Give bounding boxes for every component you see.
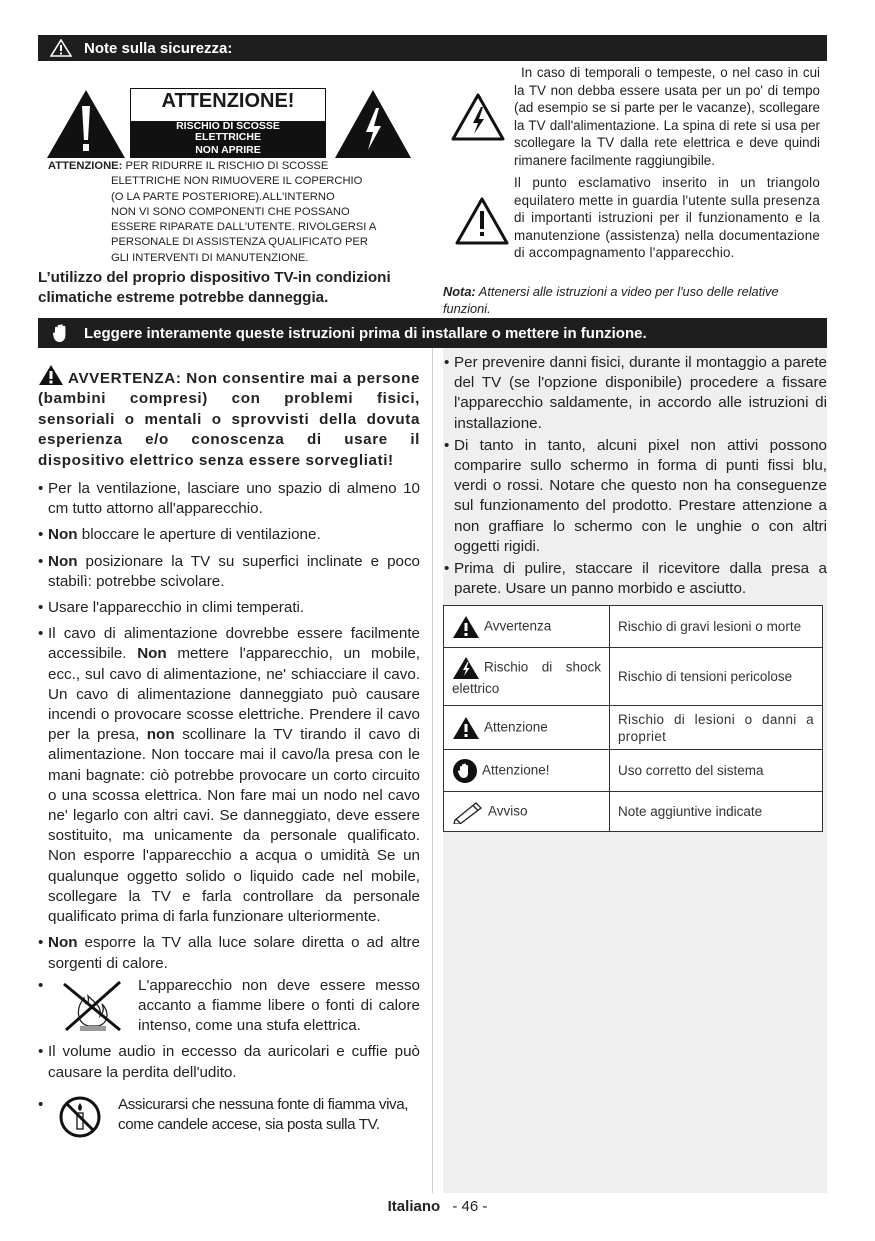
- flames-text: • L'apparecchio non deve essere messo accanto a fiamme libere o fonti di calore intenso, come una stufa elettrica.: [138, 976, 420, 1035]
- openings-bold: Non: [48, 526, 78, 544]
- symbol-label: Attenzione!: [482, 762, 550, 778]
- list-item-ventilation: [38, 479, 420, 519]
- exclamation-text: Il punto esclamativo inserito in un triangolo equilatero mette in guardia l'utente sulla presenza di importanti istruzioni per il funzionamento e la manutenzione (assistenza) nella documentazione di accompagnamento l'apparecchio.: [514, 175, 820, 261]
- list-item-climate: [38, 598, 420, 618]
- no-fire-icon: [58, 976, 128, 1034]
- symbol-label: Rischio di shock elettrico: [452, 659, 601, 696]
- instructions-header-bar: [38, 318, 827, 348]
- lightning-outline-icon: [450, 92, 506, 142]
- symbols-table: [443, 605, 823, 832]
- lightning-triangle-icon: [452, 656, 480, 680]
- openings-text: bloccare le aperture di ventilazione.: [77, 526, 321, 544]
- warning-triangle-icon: [452, 716, 480, 740]
- cleaning-text: • Prima di pulire, staccare il ricevitore dalla presa a parete. Usare un panno morbido e asciutto.: [454, 560, 827, 598]
- symbol-desc: Rischio di gravi lesioni o morte: [610, 606, 823, 648]
- sunlight-bold: Non: [48, 934, 78, 952]
- wall-mount-text: • Per prevenire danni fisici, durante il montaggio a parete del TV (se l'opzione disponibile) procedere a fissare l'apparecchio saldamente, in accordo alle istruzioni di installazione.: [454, 354, 827, 432]
- no-candle-icon: [58, 1095, 102, 1139]
- cord-text-b: mettere l'apparecchio, un mobile, ecc., sul cavo di alimentazione, ne' schiacciare il cavo. Un cavo di alimentazione danneggiato può causare incendi o provocare scosse elettriche. Prendere il cavo per la presa,: [48, 645, 420, 744]
- list-item-cleaning: [444, 559, 827, 599]
- list-item-pixels: [444, 436, 827, 557]
- table-row: [444, 750, 823, 792]
- right-column: [444, 353, 827, 605]
- list-item-power-cord: [38, 624, 420, 927]
- symbol-desc: Uso corretto del sistema: [610, 750, 823, 792]
- attenzione-black-band: [131, 121, 325, 157]
- nota-text: [443, 283, 827, 317]
- instructions-header-title: Leggere interamente queste istruzioni prima di installare o mettere in funzione.: [84, 324, 647, 342]
- exclamation-outline-icon: [454, 196, 510, 246]
- hand-stop-icon: [46, 323, 76, 343]
- attenzione-warning-l3: NON VI SONO COMPONENTI CHE POSSANO: [111, 205, 350, 218]
- warning-triangle-icon: [38, 364, 64, 386]
- surfaces-bold: Non: [48, 552, 78, 570]
- cord-bold-1: Non: [137, 645, 167, 663]
- attenzione-title: ATTENZIONE!: [161, 90, 295, 112]
- symbol-desc: Rischio di lesioni o danni a propriet: [610, 706, 823, 750]
- attenzione-warning-l4: ESSERE RIPARATE DALL'UTENTE. RIVOLGERSI A: [111, 221, 377, 234]
- page-footer: [0, 1198, 875, 1215]
- attenzione-warning-first: PER RIDURRE IL RISCHIO DI SCOSSE: [125, 160, 329, 172]
- table-row: [444, 706, 823, 750]
- list-item-surfaces: [38, 552, 420, 592]
- attenzione-warning-l2: (O LA PARTE POSTERIORE).ALL'INTERNO: [111, 190, 335, 203]
- table-row: [444, 606, 823, 648]
- attenzione-warning-text: [48, 159, 428, 266]
- candles-text: • Assicurarsi che nessuna fonte di fiamma viva, come candele accese, sia posta sulla TV.: [118, 1095, 409, 1133]
- hand-stop-icon: [452, 758, 478, 784]
- attenzione-box: [130, 88, 326, 158]
- cord-text-c: scollinare la TV tirando il cavo di alimentazione. Non toccare mai il cavo/la presa con le mani bagnate: ciò potrebbe provocare un corto circuito o una scossa elettrica. Non fare mai un nodo nel cavo ne' legarlo con altri cavi. Se danneggiato, deve essere sostituito, ma unicamente da personale qualificato. Non esporre l'apparecchio a acqua o umidità Se un qualunque oggetto solido o liquido cade nel mobile, scollegare la TV e farla controllare da personale qualificato prima di farla funzionare ulteriormente.: [48, 726, 420, 926]
- symbol-label: Attenzione: [484, 719, 548, 735]
- nota-body: Attenersi alle istruzioni a video per l'uso delle relative funzioni.: [443, 284, 779, 316]
- nota-label: Nota:: [443, 284, 476, 299]
- footer-page-number: - 46 -: [452, 1198, 488, 1215]
- safety-header-title: Note sulla sicurezza:: [84, 39, 233, 57]
- table-row: [444, 792, 823, 832]
- avvertenza-block: [38, 364, 420, 471]
- left-column: [38, 364, 420, 1145]
- attenzione-warning-l6: GLI INTERVENTI DI MANUTENZIONE.: [111, 251, 309, 264]
- symbol-label: Avvertenza: [484, 618, 552, 634]
- safety-header-bar: [38, 35, 827, 61]
- ventilation-text: • Per la ventilazione, lasciare uno spazio di almeno 10 cm tutto attorno all'apparecchio.: [48, 480, 420, 518]
- warning-triangle-icon: [452, 615, 480, 639]
- exclamation-triangle-icon: [45, 88, 127, 160]
- climate-warning: L’utilizzo del proprio dispositivo TV-in condizioni climatiche estreme potrebbe danneggia.: [38, 269, 391, 306]
- storm-text: In caso di temporali o tempeste, o nel caso in cui la TV non debba essere usata per un po' di tempo (ad esempio se si parte per le vacanze), scollegare la TV dall'alimentazione. La spina di rete si usa per scollegare la TV dalla rete elettrica e deve quindi rimanere facilmente raggiungibile.: [514, 65, 820, 168]
- footer-language: Italiano: [387, 1198, 441, 1215]
- cord-bold-2: non: [146, 726, 175, 744]
- list-item-wall-mount: [444, 353, 827, 434]
- surfaces-text: posizionare la TV su superfici inclinate e poco stabilì: potrebbe scivolare.: [48, 552, 420, 590]
- climate-text: • Usare l'apparecchio in climi temperati.: [48, 599, 305, 617]
- attenzione-warning-l1: ELETTRICHE NON RIMUOVERE IL COPERCHIO: [111, 175, 363, 188]
- symbol-label: Avviso: [488, 803, 528, 819]
- pixels-text: • Di tanto in tanto, alcuni pixel non attivi possono comparire sullo schermo in forma di punti fissi blu, verdi o rossi. Notare che questo non ha conseguenze sul funzionamento del prodotto. Prestare attenzione a non graffiare lo schermo con le unghie o con altri oggetti rigidi.: [454, 436, 827, 555]
- pencil-note-icon: [452, 800, 484, 824]
- non-aprire: NON APRIRE: [195, 144, 261, 156]
- symbol-desc: Note aggiuntive indicate: [610, 792, 823, 832]
- avvertenza-text: AVVERTENZA: Non consentire mai a persone (bambini compresi) con problemi fisici, sensoriali o mentali o sprovvisti della dovuta esperienza e/o conoscenza di usare il dispositivo elettrico senza essere sorvegliati!: [38, 370, 420, 469]
- lightning-triangle-icon: [333, 88, 413, 160]
- list-item-openings: [38, 525, 420, 545]
- column-divider: [432, 348, 433, 1193]
- attenzione-warning-l5: PERSONALE DI ASSISTENZA QUALIFICATO PER: [111, 236, 368, 249]
- warning-triangle-icon: [46, 39, 76, 57]
- list-item-sunlight: [38, 933, 420, 973]
- volume-text: • Il volume audio in eccesso da auricolari e cuffie può causare la perdita dell'udito.: [48, 1043, 420, 1081]
- list-item-candles: [38, 1095, 420, 1139]
- table-row: [444, 648, 823, 706]
- list-item-volume: [38, 1042, 420, 1082]
- sunlight-text: esporre la TV alla luce solare diretta o ad altre sorgenti di calore.: [48, 934, 420, 972]
- rischio-line1: RISCHIO DI SCOSSE: [176, 120, 280, 132]
- attenzione-warning-label: ATTENZIONE:: [48, 160, 123, 172]
- symbol-desc: Rischio di tensioni pericolose: [610, 648, 823, 706]
- cord-text-a: Il cavo di alimentazione dovrebbe essere facilmente accessibile.: [48, 625, 420, 663]
- rischio-line2: ELETTRICHE: [195, 131, 261, 143]
- list-item-flames: [38, 976, 420, 1037]
